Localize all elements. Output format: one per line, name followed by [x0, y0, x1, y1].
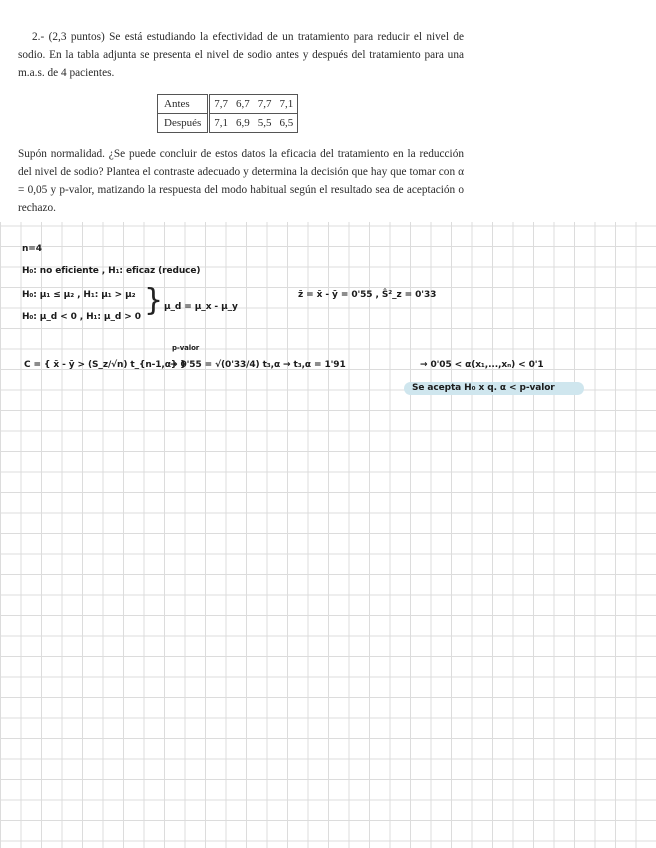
table-cell: 6,9: [232, 114, 254, 133]
row-label: Antes: [158, 95, 209, 114]
table-row-despues: [158, 114, 298, 133]
table-cell: 7,1: [276, 95, 298, 114]
table-cell: 5,5: [254, 114, 276, 133]
table-cell: 7,7: [254, 95, 276, 114]
problem-statement: 2.- (2,3 puntos) Se está estudiando la efectividad de un tratamiento para reducir el nivel de sodio. En la tabla adjunta se presenta el nivel de sodio antes y después del tratamiento para una m.a.s. de 4 pacientes.: [18, 31, 464, 79]
hw-pvalue-label: p-valor: [172, 344, 200, 352]
hw-hypotheses-means: H₀: μ₁ ≤ μ₂ , H₁: μ₁ > μ₂: [22, 290, 136, 300]
problem-question: Supón normalidad. ¿Se puede concluir de estos datos la eficacia del tratamiento en la reducción del nivel de sodio? Plantea el contraste adecuado y determina la decisión que hay que tomar con α = 0,05 y p-valor, matizando la respuesta del modo habitual según el resultado sea de aceptación o rechazo.: [18, 148, 464, 214]
hw-conclusion: Se acepta H₀ x q. α < p-valor: [412, 383, 555, 393]
hw-critical-region: C = { x̄ - ȳ > (S_z/√n) t_{n-1,α} }: [24, 360, 187, 370]
table-cell: 7,1: [209, 114, 232, 133]
table-cell: 6,5: [276, 114, 298, 133]
hw-sample-stats: z̄ = x̄ - ȳ = 0'55 , Ŝ²_z = 0'33: [298, 290, 437, 300]
sodium-table: [157, 94, 298, 133]
row-label: Después: [158, 114, 209, 133]
hw-pvalue-range: → 0'05 < α(x₁,...,xₙ) < 0'1: [420, 360, 544, 370]
table-row-antes: [158, 95, 298, 114]
hw-hypotheses-words: H₀: no eficiente , H₁: eficaz (reduce): [22, 266, 201, 276]
brace-symbol: }: [144, 283, 164, 318]
hw-sample-size: n=4: [22, 244, 42, 254]
hw-hypotheses-diff: H₀: μ_d < 0 , H₁: μ_d > 0: [22, 312, 141, 322]
table-cell: 7,7: [209, 95, 232, 114]
hw-pvalue-calc: → 0'55 = √(0'33/4) t₃,α → t₃,α = 1'91: [170, 360, 346, 370]
hw-diff-definition: μ_d = μ_x - μ_y: [164, 302, 238, 312]
table-cell: 6,7: [232, 95, 254, 114]
